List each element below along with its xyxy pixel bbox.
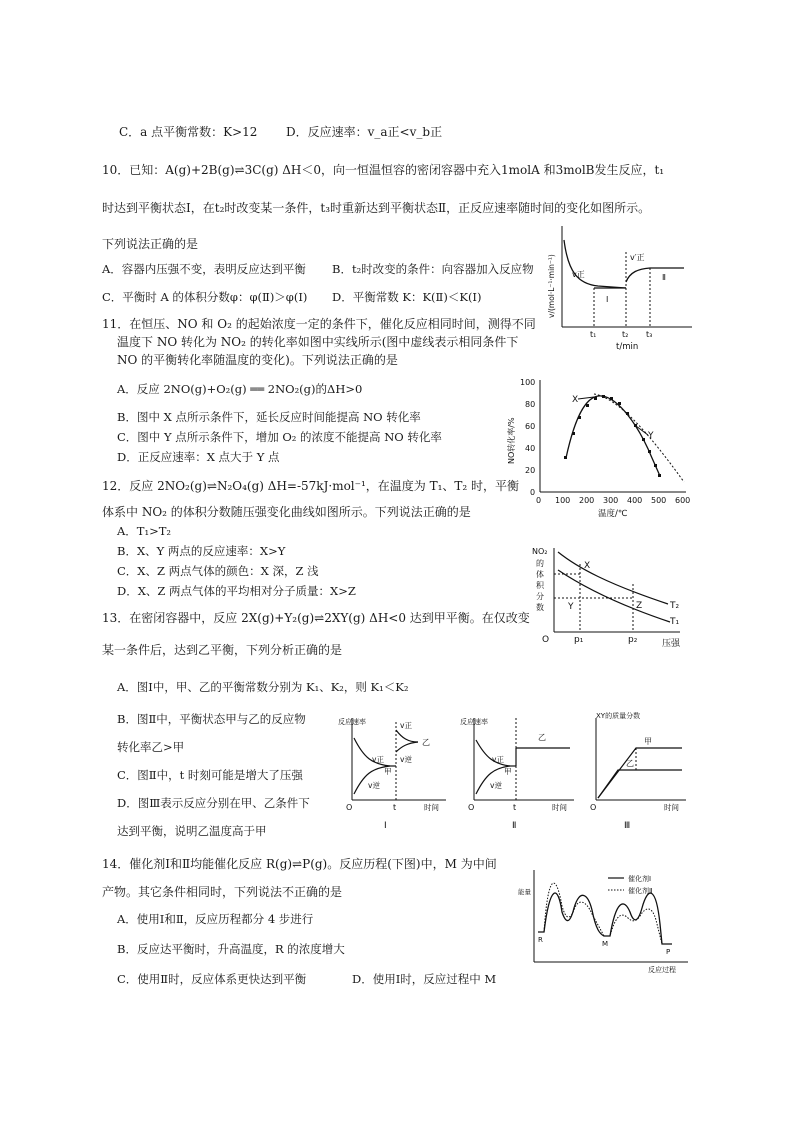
q12-y-label-5: 数 xyxy=(536,603,544,612)
q11-x-axis-label: 温度/℃ xyxy=(598,509,628,519)
q13-option-c: C．图Ⅱ中，t 时刻可能是增大了压强 xyxy=(117,768,303,782)
q13-option-d-line2: 达到平衡，说明乙温度高于甲 xyxy=(117,824,267,838)
q13-f3-title: XY的质量分数 xyxy=(596,712,641,720)
q13-figure-3 xyxy=(586,708,690,832)
q13-f2-v-reverse: v逆 xyxy=(490,781,502,790)
q13-option-b-line1: B．图Ⅱ中，平衡状态甲与乙的反应物 xyxy=(117,712,306,726)
q13-f2-origin: O xyxy=(468,803,475,812)
q11-ytick-100: 100 xyxy=(520,378,536,387)
q10-label-state-2: Ⅱ xyxy=(662,273,666,282)
q14-option-a: A．使用Ⅰ和Ⅱ，反应历程都分 4 步进行 xyxy=(117,912,314,926)
q13-f1-jia: 甲 xyxy=(384,767,392,776)
q11-option-b: B．图中 X 点所示条件下，延长反应时间能提高 NO 转化率 xyxy=(117,410,421,424)
q11-option-d: D．正反应速率：X 点大于 Y 点 xyxy=(117,450,280,464)
q11-xtick-100: 100 xyxy=(555,496,571,505)
q12-stem-line2: 体系中 NO₂ 的体积分数随压强变化曲线如图所示。下列说法正确的是 xyxy=(102,505,471,519)
q13-f3-curve-jia xyxy=(598,748,682,798)
q10-rate-time-figure xyxy=(538,222,698,352)
q12-label-t1: T₁ xyxy=(670,617,680,627)
q10-option-a: A．容器内压强不变，表明反应达到平衡 xyxy=(102,262,306,276)
q14-y-axis-label: 能量 xyxy=(518,888,531,896)
q10-tick-t1: t₁ xyxy=(590,330,597,339)
q14-label-p: P xyxy=(666,948,671,956)
q13-f3-xlabel: 时间 xyxy=(664,803,679,812)
q12-stem-line1: 12．反应 2NO₂(g)⇌N₂O₄(g) ΔH=-57kJ·mol⁻¹，在温度为 T₁、T₂ 时，平衡 xyxy=(102,479,520,493)
q13-figure-2 xyxy=(460,712,578,832)
q10-option-d: D．平衡常数 K：K(Ⅱ)＜K(Ⅰ) xyxy=(332,290,482,304)
q12-y-label-2: 体 xyxy=(536,570,544,579)
q11-stem-line2: 温度下 NO 转化为 NO₂ 的转化率如图中实线所示(图中虚线表示相同条件下 xyxy=(117,335,519,349)
q10-label-v-forward: v正 xyxy=(572,270,585,279)
q10-stem-line3: 下列说法正确的是 xyxy=(102,237,199,251)
q10-label-state-1: Ⅰ xyxy=(606,295,609,304)
q13-f1-v-reverse-1: v逆 xyxy=(368,781,380,790)
q10-x-axis-label: t/min xyxy=(616,342,639,352)
q10-option-b: B．t₂时改变的条件：向容器加入反应物 xyxy=(332,262,534,276)
q13-f1-v-forward-2: v正 xyxy=(400,721,412,730)
q13-f3-caption: Ⅲ xyxy=(624,821,631,831)
q14-option-b: B．反应达平衡时，升高温度，R 的浓度增大 xyxy=(117,942,345,956)
q13-option-a: A．图Ⅰ中，甲、乙的平衡常数分别为 K₁、K₂，则 K₁＜K₂ xyxy=(117,680,409,694)
q12-option-b: B．X、Y 两点的反应速率：X>Y xyxy=(117,544,286,558)
q12-label-z: Z xyxy=(636,601,643,611)
q12-y-label-3: 积 xyxy=(536,581,544,590)
q12-y-label-4: 分 xyxy=(536,592,544,601)
q14-curve-catalyst-1 xyxy=(538,893,672,944)
q11-label-x: X xyxy=(572,395,579,405)
q13-f1-xlabel: 时间 xyxy=(424,803,439,812)
q12-option-d: D．X、Z 两点气体的平均相对分子质量：X>Z xyxy=(117,584,356,598)
q12-x-axis-label: 压强 xyxy=(662,639,681,649)
q14-label-r: R xyxy=(538,936,543,944)
q14-legend-cat1: 催化剂Ⅰ xyxy=(628,875,652,883)
q12-label-x: X xyxy=(584,561,591,571)
q12-origin: O xyxy=(542,635,550,645)
q10-tick-t2: t₂ xyxy=(622,330,629,339)
q12-label-y: Y xyxy=(568,602,574,612)
q13-f1-t: t xyxy=(393,803,397,812)
q13-f3-jia: 甲 xyxy=(644,737,652,746)
q11-stem-line1: 11．在恒压、NO 和 O₂ 的起始浓度一定的条件下，催化反应相同时间，测得不同 xyxy=(102,317,536,331)
q11-stem-line3: NO 的平衡转化率随温度的变化)。下列说法正确的是 xyxy=(117,353,398,367)
q10-tick-t3: t₃ xyxy=(646,330,653,339)
q11-conversion-temperature-figure xyxy=(498,372,694,520)
q11-equilibrium-curve xyxy=(594,394,684,482)
q11-xtick-200: 200 xyxy=(579,496,595,505)
q14-option-d: D．使用Ⅰ时，反应过程中 M xyxy=(352,972,497,986)
q12-y-label-0: NO₂ xyxy=(532,547,548,556)
q11-xtick-300: 300 xyxy=(603,496,619,505)
q13-f2-caption: Ⅱ xyxy=(512,821,517,831)
q13-figure-1 xyxy=(338,712,448,832)
q13-f2-yi: 乙 xyxy=(538,733,546,742)
q11-option-a: A．反应 2NO(g)+O₂(g) ══ 2NO₂(g)的ΔH>0 xyxy=(117,382,363,396)
q11-data-points xyxy=(564,395,661,477)
q13-f1-caption: Ⅰ xyxy=(384,821,387,831)
q14-x-axis-label: 反应过程 xyxy=(648,966,676,974)
q11-ytick-40: 40 xyxy=(525,444,536,453)
q10-stem-line1: 10．已知：A(g)+2B(g)⇌3C(g) ΔH＜0，向一恒温恒容的密闭容器中充入1molA 和3molB发生反应，t₁ xyxy=(102,163,665,177)
q12-tick-p1: p₁ xyxy=(574,635,584,645)
q12-label-t2: T₂ xyxy=(670,601,680,611)
q13-option-b-line2: 转化率乙>甲 xyxy=(117,740,185,754)
q10-label-v-forward-prime: v′正 xyxy=(630,253,645,262)
q9-option-c: C．a 点平衡常数：K>12 xyxy=(119,125,258,139)
q10-option-c: C．平衡时 A 的体积分数φ：φ(Ⅱ)＞φ(Ⅰ) xyxy=(102,290,308,304)
q12-curve-t2 xyxy=(558,552,668,604)
q11-xtick-0: 0 xyxy=(536,496,542,505)
q11-ytick-60: 60 xyxy=(525,422,536,431)
q13-f2-v-forward: v正 xyxy=(492,755,504,764)
q13-f3-origin: O xyxy=(590,803,597,812)
q11-label-y: Y xyxy=(648,431,654,441)
q11-xtick-500: 500 xyxy=(651,496,667,505)
q13-f2-xlabel: 时间 xyxy=(552,803,567,812)
q12-option-a: A．T₁>T₂ xyxy=(117,524,172,538)
q11-xtick-400: 400 xyxy=(627,496,643,505)
q11-xtick-600: 600 xyxy=(675,496,691,505)
q13-f1-v-forward-1: v正 xyxy=(372,755,384,764)
q12-tick-p2: p₂ xyxy=(628,635,638,645)
q11-ytick-20: 20 xyxy=(525,466,536,475)
q13-f1-v-reverse-2: v逆 xyxy=(400,755,412,764)
q12-y-label-1: 的 xyxy=(536,559,544,568)
q13-f1-ylabel: 反应速率 xyxy=(338,718,366,726)
q11-y-axis-label: NO转化率/% xyxy=(507,417,516,464)
q13-option-d-line1: D．图Ⅲ表示反应分别在甲、乙条件下 xyxy=(117,796,310,810)
q10-stem-line2: 时达到平衡状态Ⅰ，在t₂时改变某一条件，t₃时重新达到平衡状态Ⅱ，正反应速率随时间的变化如图所示。 xyxy=(102,201,651,215)
q12-curve-t1 xyxy=(558,570,670,622)
q10-y-axis-label: v/(mol·L⁻¹·min⁻¹) xyxy=(547,254,556,318)
q13-stem-line1: 13．在密闭容器中，反应 2X(g)+Y₂(g)⇌2XY(g) ΔH<0 达到甲平衡。在仅改变 xyxy=(102,611,530,625)
q13-stem-line2: 某一条件后，达到乙平衡，下列分析正确的是 xyxy=(102,643,343,657)
q9-option-d: D．反应速率：v_a正<v_b正 xyxy=(286,125,443,139)
q11-option-c: C．图中 Y 点所示条件下，增加 O₂ 的浓度不能提高 NO 转化率 xyxy=(117,430,442,444)
q14-legend-cat2: 催化剂Ⅱ xyxy=(628,887,653,895)
q12-option-c: C．X、Z 两点气体的颜色：X 深，Z 浅 xyxy=(117,564,319,578)
q13-f1-origin: O xyxy=(346,803,353,812)
q11-ytick-0: 0 xyxy=(530,488,536,497)
q12-no2-fraction-pressure-figure xyxy=(528,544,690,650)
q13-f2-ylabel: 反应速率 xyxy=(460,718,488,726)
q11-measured-curve xyxy=(566,396,660,476)
q14-stem-line2: 产物。其它条件相同时，下列说法不正确的是 xyxy=(102,885,343,899)
q11-ytick-80: 80 xyxy=(525,400,536,409)
q14-stem-line1: 14．催化剂Ⅰ和Ⅱ均能催化反应 R(g)⇌P(g)。反应历程(下图)中，M 为中间 xyxy=(102,857,497,871)
q13-f2-jia: 甲 xyxy=(504,767,512,776)
q13-f1-yi: 乙 xyxy=(422,738,430,747)
q13-f3-curve-yi xyxy=(598,770,682,798)
q14-label-m: M xyxy=(602,940,609,948)
q14-energy-profile-figure xyxy=(516,864,692,976)
q13-f3-yi: 乙 xyxy=(626,759,634,768)
q13-f2-t: t xyxy=(513,803,517,812)
q14-option-c: C．使用Ⅱ时，反应体系更快达到平衡 xyxy=(117,972,307,986)
